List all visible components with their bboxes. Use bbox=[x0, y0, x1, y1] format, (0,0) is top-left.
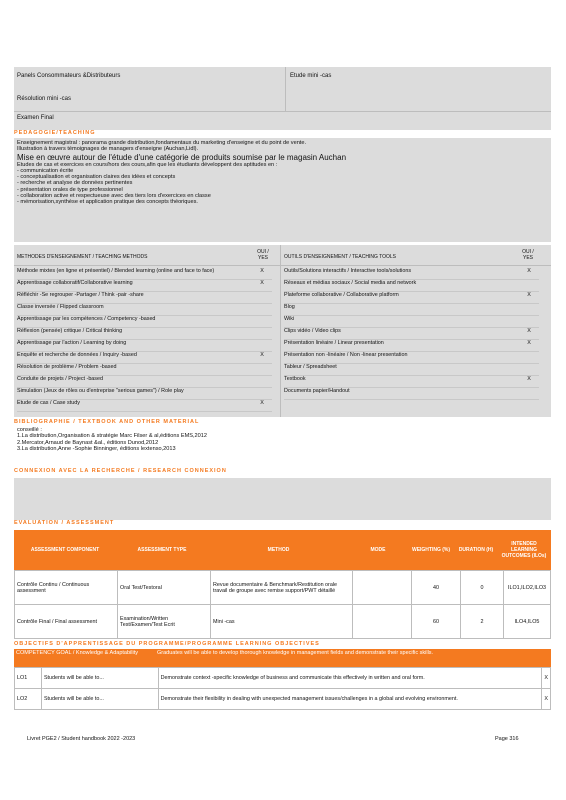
tools-mark bbox=[519, 304, 539, 315]
bibliography-line: 3.La distribution,Anne -Sophie Binninger, éditions lextenso,2013 bbox=[17, 445, 176, 452]
evaluation-cell bbox=[353, 571, 412, 605]
evaluation-row bbox=[15, 571, 551, 605]
tools-mark: X bbox=[527, 340, 531, 346]
tools-row bbox=[284, 364, 539, 376]
pedagogy-line: - recherche et analyse de données pertinentes bbox=[17, 180, 133, 187]
research-block bbox=[14, 478, 551, 520]
evaluation-cell: Contrôle Continu / Continuous assessment bbox=[15, 571, 118, 605]
objective-desc: Demonstrate context -specific knowledge of business and communicate this effectively in written and oral form. bbox=[158, 668, 542, 689]
tools-header: OUTILS D'ENSEIGNEMENT / TEACHING TOOLS bbox=[284, 254, 396, 260]
methods-mark bbox=[252, 316, 272, 327]
methods-label: Apprentissage par les compétences / Competency -based bbox=[17, 316, 156, 322]
bibliography-line: 1.La distribution,Organisation & stratégie Marc Filser & al,éditions EMS,2012 bbox=[17, 433, 207, 440]
tools-label: Textbook bbox=[284, 376, 306, 382]
methods-list bbox=[17, 268, 272, 412]
tools-row bbox=[284, 268, 539, 280]
methods-yes-header: OUI / YES bbox=[257, 249, 269, 261]
evaluation-cell: 60 bbox=[412, 605, 461, 639]
tools-row bbox=[284, 292, 539, 304]
methods-row bbox=[17, 292, 272, 304]
methods-label: Apprentissage par l'action / Learning by doing bbox=[17, 340, 127, 346]
tools-row bbox=[284, 376, 539, 388]
footer-page: Page 316 bbox=[495, 736, 519, 742]
evaluation-cell: Examination/Written Test/Examen/Test Ecrit bbox=[118, 605, 211, 639]
objective-desc: Demonstrate their flexibility in dealing with unexpected management issues/challenges in a global and evolving environment. bbox=[158, 689, 542, 710]
methods-label: Réfléchir -Se regrouper -Partager / Think -pair -share bbox=[17, 292, 144, 298]
tools-label: Présentation linéaire / Linear presentation bbox=[284, 340, 384, 346]
tools-mark bbox=[519, 352, 539, 363]
eval-col-method: METHOD bbox=[267, 547, 290, 553]
header-line bbox=[14, 111, 551, 112]
study-label: Etude mini -cas bbox=[290, 73, 332, 79]
footer-left: Livret PGE2 / Student handbook 2022 -2023 bbox=[27, 736, 136, 742]
tools-mark bbox=[519, 388, 539, 399]
pedagogy-line: Illustration à travers témoignages de managers d'enseigne (Auchan,Lidl). bbox=[17, 146, 199, 153]
eval-col-mode: MODE bbox=[370, 547, 386, 553]
methods-label: Simulation (Jeux de rôles ou d'entreprise "serious games") / Role play bbox=[17, 388, 184, 394]
evaluation-cell: 0 bbox=[461, 571, 504, 605]
objective-mark: X bbox=[542, 668, 551, 689]
tools-row bbox=[284, 280, 539, 292]
tools-list bbox=[284, 268, 539, 400]
evaluation-cell: Oral Test/Testoral bbox=[118, 571, 211, 605]
panels-label: Panels Consommateurs &Distributeurs bbox=[17, 73, 121, 79]
methods-header: METHODES D'ENSEIGNEMENT / TEACHING METHODS bbox=[17, 254, 148, 260]
objectives-header-left: COMPETENCY GOAL / Knowledge & Adaptability bbox=[16, 650, 138, 656]
objective-code: LO1 bbox=[15, 668, 42, 689]
evaluation-cell: ILO4,ILO5 bbox=[504, 605, 551, 639]
resolution-label: Résolution mini -cas bbox=[17, 96, 72, 102]
tools-mark bbox=[519, 364, 539, 375]
methods-row bbox=[17, 340, 272, 352]
tools-yes-header: OUI / YES bbox=[522, 249, 534, 261]
objective-mark: X bbox=[542, 689, 551, 710]
methods-header-line bbox=[14, 265, 551, 266]
tools-label: Documents papier/Handout bbox=[284, 388, 350, 394]
evaluation-row bbox=[15, 605, 551, 639]
methods-label: Méthode mixtes (en ligne et présentiel) / Blended learning (online and face to face) bbox=[17, 268, 215, 274]
evaluation-cell: 40 bbox=[412, 571, 461, 605]
pedagogy-line: - collaboration active et respectueuse avec des tiers lors d'exercices en classe bbox=[17, 193, 211, 200]
evaluation-table bbox=[14, 530, 551, 570]
evaluation-cell: Mini -cas bbox=[211, 605, 353, 639]
methods-mark bbox=[252, 328, 272, 339]
objectives-header bbox=[14, 649, 551, 667]
methods-label: Réflexion (pensée) critique / Critical thinking bbox=[17, 328, 123, 334]
tools-mark: X bbox=[527, 328, 531, 334]
methods-row bbox=[17, 316, 272, 328]
objectives-body bbox=[14, 667, 551, 710]
bibliography-line: 2.Mercator,Arnaud de Baynast &al., éditions Dunod,2012 bbox=[17, 439, 159, 446]
research-title: CONNEXION AVEC LA RECHERCHE / RESEARCH CONNEXION bbox=[14, 468, 227, 474]
methods-row bbox=[17, 328, 272, 340]
tools-mark: X bbox=[527, 376, 531, 382]
methods-row bbox=[17, 304, 272, 316]
objective-who: Students will be able to... bbox=[41, 668, 158, 689]
methods-mark bbox=[252, 388, 272, 399]
tools-label: Outils/Solutions interactifs / Interactive tools/solutions bbox=[284, 268, 412, 274]
methods-mark: X bbox=[260, 280, 264, 286]
objective-who: Students will be able to... bbox=[41, 689, 158, 710]
eval-col-ilos: INTENDED LEARNING OUTCOMES (ILOs) bbox=[501, 541, 547, 559]
objectives-title: OBJECTIFS D'APPRENTISSAGE DU PROGRAMME/PROGRAMME LEARNING OBJECTIVES bbox=[14, 641, 320, 647]
tools-row bbox=[284, 352, 539, 364]
pedagogy-line: Enseignement magistral : panorama grande distribution,fondamentaux du marketing d'enseigne et du point de vente. bbox=[17, 140, 307, 146]
eval-col-type: ASSESSMENT TYPE bbox=[137, 547, 187, 553]
methods-label: Enquête et recherche de données / Inquiry -based bbox=[17, 352, 137, 358]
methods-row bbox=[17, 364, 272, 376]
evaluation-cell: Contrôle Final / Final assessment bbox=[15, 605, 118, 639]
methods-label: Etude de cas / Case study bbox=[17, 400, 80, 406]
objective-row bbox=[15, 689, 551, 710]
tools-mark: X bbox=[527, 268, 531, 274]
evaluation-title: EVALUATION / ASSESSMENT bbox=[14, 520, 115, 526]
objective-row bbox=[15, 668, 551, 689]
evaluation-cell bbox=[353, 605, 412, 639]
eval-col-weighting: WEIGHTING (%) bbox=[411, 547, 451, 553]
evaluation-cell: ILO1,ILO2,ILO3 bbox=[504, 571, 551, 605]
tools-label: Tableur / Spreadsheet bbox=[284, 364, 337, 370]
methods-row bbox=[17, 268, 272, 280]
pedagogy-line: - conceptualisation et organisation claires des idées et concepts bbox=[17, 174, 176, 181]
tools-mark bbox=[519, 280, 539, 291]
tools-label: Réseaux et médias sociaux / Social media and network bbox=[284, 280, 417, 286]
eval-col-component: ASSESSMENT COMPONENT bbox=[30, 547, 100, 553]
pedagogy-line: - communication écrite bbox=[17, 167, 74, 174]
tools-row bbox=[284, 328, 539, 340]
evaluation-header-row bbox=[14, 530, 551, 570]
pedagogy-text bbox=[17, 140, 547, 206]
methods-row bbox=[17, 376, 272, 388]
methods-mark bbox=[252, 376, 272, 387]
tools-label: Blog bbox=[284, 304, 295, 310]
tools-label: Wiki bbox=[284, 316, 295, 322]
methods-mark: X bbox=[260, 400, 264, 406]
methods-mark bbox=[252, 292, 272, 303]
tools-row bbox=[284, 316, 539, 328]
methods-label: Résolution de problème / Problem -based bbox=[17, 364, 117, 370]
methods-table-divider bbox=[280, 245, 281, 417]
methods-mark: X bbox=[260, 352, 264, 358]
methods-mark bbox=[252, 340, 272, 351]
methods-mark: X bbox=[260, 268, 264, 274]
header-divider bbox=[285, 67, 286, 111]
pedagogy-line: - présentation orales de type professionnel bbox=[17, 186, 123, 193]
pedagogy-title: PEDAGOGIE/TEACHING bbox=[14, 130, 96, 136]
tools-label: Plateforme collaborative / Collaborative platform bbox=[284, 292, 399, 298]
tools-row bbox=[284, 388, 539, 400]
evaluation-cell: 2 bbox=[461, 605, 504, 639]
methods-label: Conduite de projets / Project -based bbox=[17, 376, 104, 382]
tools-mark: X bbox=[527, 292, 531, 298]
tools-row bbox=[284, 304, 539, 316]
methods-row bbox=[17, 280, 272, 292]
methods-mark bbox=[252, 304, 272, 315]
objectives-header-right: Graduates will be able to develop thorough knowledge in management fields and demonstrate their specific skills. bbox=[157, 650, 434, 656]
tools-label: Clips vidéo / Video clips bbox=[284, 328, 341, 334]
bibliography-text bbox=[17, 427, 547, 452]
evaluation-body bbox=[14, 570, 551, 639]
objective-code: LO2 bbox=[15, 689, 42, 710]
pedagogy-line: Mise en œuvre autour de l'étude d'une catégorie de produits soumise par le magasin Auchan bbox=[17, 152, 347, 162]
methods-row bbox=[17, 400, 272, 412]
evaluation-cell: Revue documentaire & Benchmark/Restitution orale travail de groupe avec remise support/PWT détaillé bbox=[211, 571, 353, 605]
tools-mark bbox=[519, 316, 539, 327]
methods-label: Apprentissage collaboratif/Collaborative learning bbox=[17, 280, 133, 286]
bibliography-title: BIBLIOGRAPHIE / TEXTBOOK AND OTHER MATERIAL bbox=[14, 419, 200, 425]
pedagogy-line: - mémorisation,synthèse et application pratique des concepts théoriques. bbox=[17, 199, 198, 206]
tools-row bbox=[284, 340, 539, 352]
methods-mark bbox=[252, 364, 272, 375]
methods-row bbox=[17, 352, 272, 364]
eval-col-duration: DURATION (H) bbox=[458, 547, 494, 553]
bibliography-line: conseillé : bbox=[17, 427, 42, 433]
methods-label: Classe inversée / Flipped classroom bbox=[17, 304, 104, 310]
methods-row bbox=[17, 388, 272, 400]
tools-label: Présentation non -linéaire / Non -linear presentation bbox=[284, 352, 408, 358]
exam-label: Examen Final bbox=[17, 115, 54, 121]
pedagogy-line: Etudes de cas et exercices en cours/hors des cours,afin que les étudiants développent des aptitudes en : bbox=[17, 161, 278, 168]
